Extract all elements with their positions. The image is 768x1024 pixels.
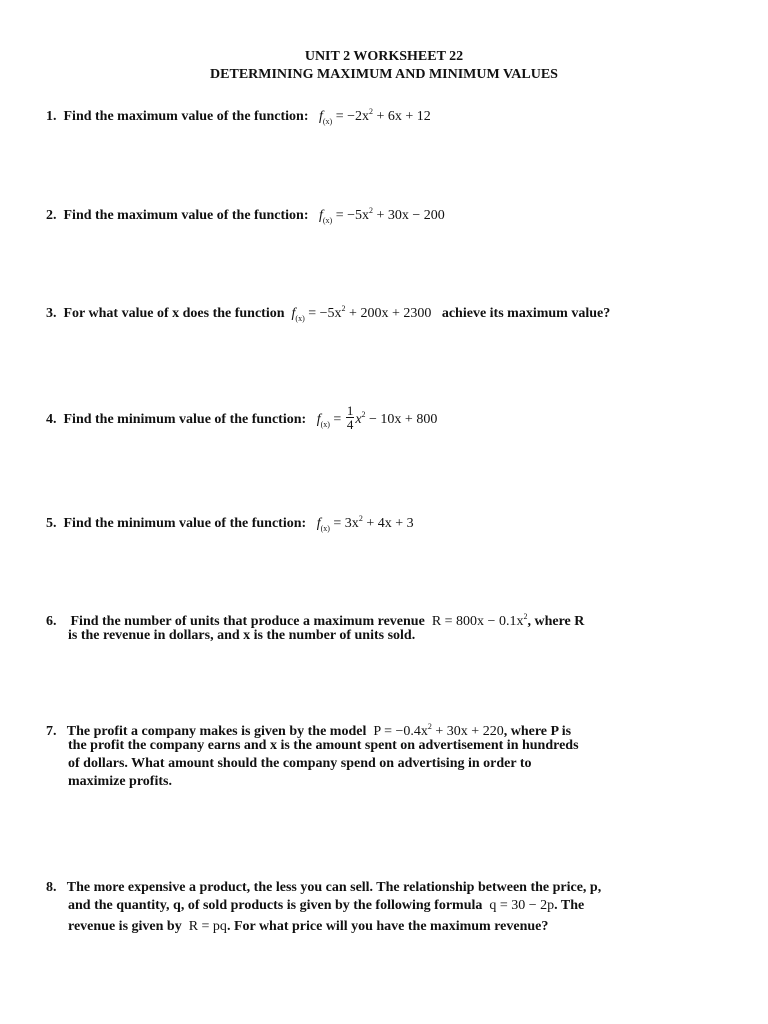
question-text: Find the number of units that produce a maximum revenue <box>70 614 425 629</box>
question-5 <box>46 510 414 538</box>
question-number: 7. <box>46 724 57 739</box>
question-text: Find the maximum value of the function: <box>63 109 309 124</box>
question-4 <box>46 403 438 434</box>
question-formula: $f_{(x)} = -5x^2 + 30x - 200$ <box>319 206 445 225</box>
question-6-line-2: is the revenue in dollars, and x is the number of units sold. <box>68 628 416 643</box>
question-text-tail: , where R <box>527 614 585 629</box>
question-text: revenue is given by <box>68 919 182 934</box>
question-text: The more expensive a product, the less you can sell. The relationship between the price, p, <box>66 880 602 895</box>
question-1 <box>46 103 431 131</box>
question-8 <box>46 879 601 897</box>
question-2 <box>46 202 445 230</box>
question-text: and the quantity, q, of sold products is given by the following formula <box>68 898 483 913</box>
question-text: Find the minimum value of the function: <box>63 516 307 531</box>
worksheet-subtitle: DETERMINING MAXIMUM AND MINIMUM VALUES <box>210 67 558 82</box>
question-7-line-4: maximize profits. <box>68 774 172 789</box>
question-text: For what value of x does the function <box>63 306 285 321</box>
question-8-line-2 <box>68 897 584 915</box>
question-number: 3. <box>46 306 57 321</box>
fraction: $\frac{1}{4}$ <box>346 403 354 433</box>
question-formula: $f_{(x)} = 3x^2 + 4x + 3$ <box>316 514 414 533</box>
question-formula: q = 30 − 2p <box>489 898 555 913</box>
question-formula: R = pq <box>188 919 227 934</box>
question-3 <box>46 300 610 328</box>
question-formula: $f_{(x)} = -5x^2 + 200x + 2300$ <box>291 304 432 323</box>
question-number: 2. <box>46 208 57 223</box>
question-text: Find the minimum value of the function: <box>63 412 307 427</box>
question-number: 1. <box>46 109 57 124</box>
question-number: 6. <box>46 614 57 629</box>
question-8-line-3 <box>68 918 548 936</box>
question-number: 5. <box>46 516 57 531</box>
question-text-tail: . The <box>554 898 585 913</box>
question-7-line-3: of dollars. What amount should the company spend on advertising in order to <box>68 756 532 771</box>
question-7-line-2: the profit the company earns and x is the amount spent on advertisement in hundreds <box>68 738 579 753</box>
question-number: 8. <box>46 880 57 895</box>
question-text-tail: , where P is <box>503 724 572 739</box>
worksheet-title: UNIT 2 WORKSHEET 22 <box>304 49 464 64</box>
question-text-tail: achieve its maximum value? <box>441 306 611 321</box>
question-text-tail: . For what price will you have the maximum revenue? <box>226 919 549 934</box>
question-formula: $R = 800x - 0.1x^2$ <box>431 612 528 629</box>
question-formula: $f_{(x)} = -2x^2 + 6x + 12$ <box>319 107 431 126</box>
question-formula: $f_{(x)}$ = $\frac{1}{4}$ $x^2 - 10x + 800$ <box>316 403 438 433</box>
question-text: The profit a company makes is given by the model <box>66 724 367 739</box>
question-formula: $P = -0.4x^2 + 30x + 220$ <box>373 722 504 739</box>
question-text: Find the maximum value of the function: <box>63 208 309 223</box>
question-number: 4. <box>46 412 57 427</box>
